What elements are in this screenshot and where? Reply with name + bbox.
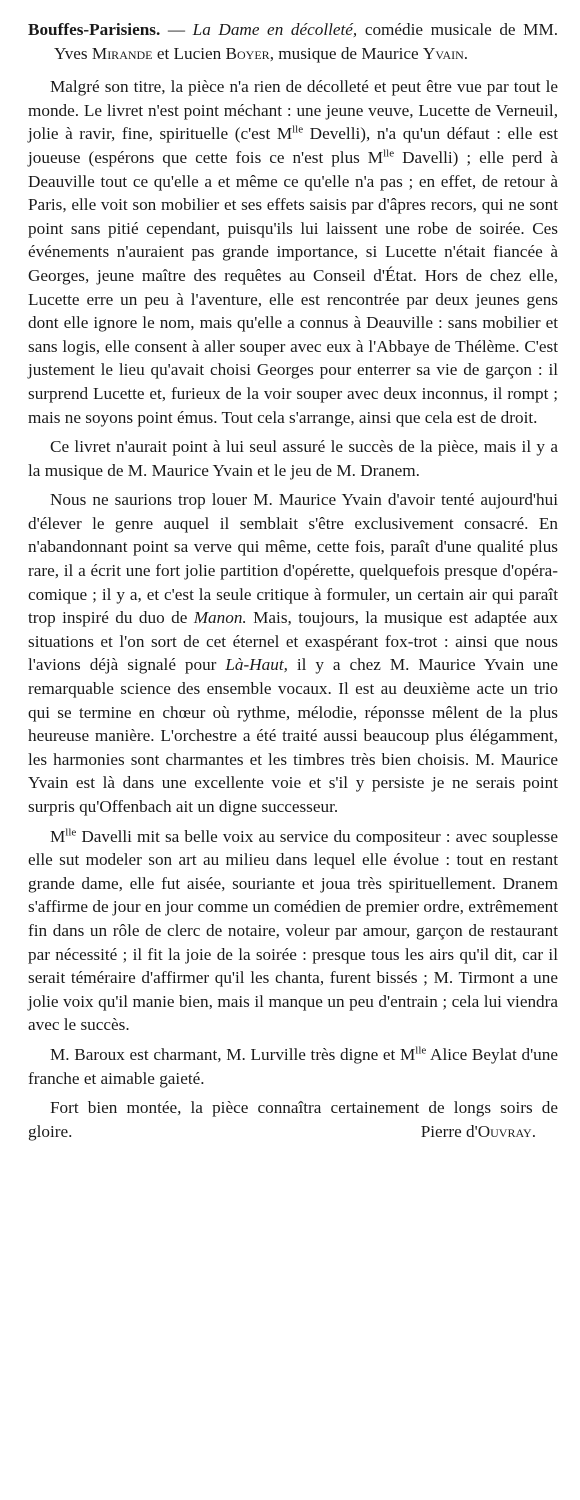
paragraph-text: Alice Beylat d'une franche et aimable gaieté. [28, 1044, 558, 1088]
superscript: lle [65, 825, 77, 838]
heading-text: . [463, 43, 469, 63]
venue-name: Bouffes-Parisiens. [28, 20, 161, 39]
author-signature [399, 1120, 536, 1144]
paragraph-text: Nous ne saurions trop louer M. Maurice Yvain d'avoir tenté aujourd'hui d'élever le genre auquel il semblait s'être exclusivement consacré. En n'abandonnant point sa verve qui même, cette fois, paraît d'une qualité plus rare, il a écrit une fort jolie partition d'opérette, quelquefois presque d'opéra-comique ; il y a, et c'est la seule critique à formuler, un certain air qui paraît trop inspiré du duo de [28, 490, 558, 628]
review-heading [28, 18, 558, 65]
heading-separator: — [160, 20, 193, 39]
paragraph-performers [28, 825, 558, 1037]
superscript: lle [415, 1044, 427, 1057]
paragraph-conclusion [28, 1096, 558, 1143]
paragraph-text: Davelli) ; elle perd à Deauville tout ce qu'elle a et même ce qu'elle n'a pas ; en effet, de retour à Paris, elle voit son mobilier et ses effets saisis par d'âpres recors, qui ne sont point sans pitié cependant, puisqu'ils lui laissent une robe de soirée. Ces événements n'auraient pas grande importance, si Lucette n'était fiancée à Georges, jeune maître des requêtes au Conseil d'État. Hors de chez elle, Lucette erre un peu à l'aventure, elle est rencontrée par deux jeunes gens dont elle ignore le nom, mais qu'elle a connus à Deauville : sans mobilier et sans logis, elle consent à aller souper avec eux à l'Abbaye de Thélème. C'est justement le lieu qu'avait choisi Georges pour enterrer sa vie de garçon : il surprend Lucette et, furieux de la voir souper avec deux inconnus, il rompt ; mais ne soyons point émus. Tout cela s'arrange, ainsi que cela est de droit. [28, 147, 558, 427]
heading-text: et Lucien [152, 43, 226, 63]
paragraph-success [28, 435, 558, 482]
author-name: Mirande [91, 43, 153, 63]
paragraph-text: il y a chez M. Maurice Yvain une remarquable science des ensemble vocaux. Il est au deuxième acte un trio qui se termine en chœur où rythme, mélodie, réponsse mêlent de la plus heureuse manière. L'orchestre a été traité aussi beaucoup plus élégamment, les harmonies sont charmantes et les timbres très bien choisis. M. Maurice Yvain est là dans une excellente voie et s'il y persiste je ne serais point surpris qu'Offenbach ait un digne successeur. [28, 655, 559, 816]
paragraph-text: M. Baroux est charmant, M. Lurville très digne et M [50, 1044, 416, 1064]
work-title: Manon. [193, 608, 247, 628]
signature-end: . [531, 1121, 536, 1141]
paragraph-plot [28, 75, 558, 429]
signature-first: Pierre d' [420, 1121, 478, 1141]
paragraph-text: Davelli mit sa belle voix au service du compositeur : avec souplesse elle sut modeler son art au milieu dans lequel elle évolue : tout en restant grande dame, elle fut aisée, souriante et joua très spirituellement. Dranem s'affirme de jour en jour comme un comédien de premier ordre, extrêmement fin dans un rôle de clerc de notaire, voleur par amour, garçon de restaurant par nécessité ; il fit la joie de la soirée : presque tous les airs qu'il dit, car il serait téméraire d'affirmer qu'il les chanta, furent bissés ; M. Tirmont a une jolie voix qu'il manie bien, mais il manque un peu d'entrain ; cela lui viendra avec le succès. [28, 826, 558, 1035]
composer-name: Yvain [422, 43, 464, 63]
author-name: Boyer [225, 43, 270, 63]
play-title: La Dame en décolleté, [192, 20, 358, 39]
work-title: Là-Haut, [225, 655, 288, 675]
superscript: lle [383, 147, 395, 160]
paragraph-text: M [50, 826, 66, 846]
paragraph-text: Develli), n'a qu'un défaut : elle est joueuse (espérons que cette fois ce n'est plus M [28, 124, 558, 167]
paragraph-text: Mais, toujours, la musique est adaptée aux situations et l'on sort de cet éternel et exaspérant fox-trot : ainsi que nous l'avions déjà signalé pour [28, 608, 558, 675]
paragraph-text: Malgré son titre, la pièce n'a rien de décolleté et peut être vue par tout le monde. Le livret n'est point méchant : une jeune veuve, Lucette de Verneuil, jolie à ravir, fine, spirituelle (c'est M [28, 77, 558, 144]
heading-text: comédie musicale de MM. Yves [54, 20, 559, 63]
paragraph-text: Ce livret n'aurait point à lui seul assuré le succès de la pièce, mais il y a la musique de M. Maurice Yvain et le jeu de M. Dranem. [28, 437, 558, 480]
superscript: lle [292, 123, 304, 136]
paragraph-cast [28, 1043, 558, 1090]
paragraph-text: Fort bien montée, la pièce connaîtra certainement de longs soirs de gloire. [28, 1098, 558, 1141]
paragraph-music [28, 488, 558, 818]
heading-text: , musique de Maurice [269, 43, 423, 63]
signature-last: Ouvray [477, 1121, 532, 1141]
